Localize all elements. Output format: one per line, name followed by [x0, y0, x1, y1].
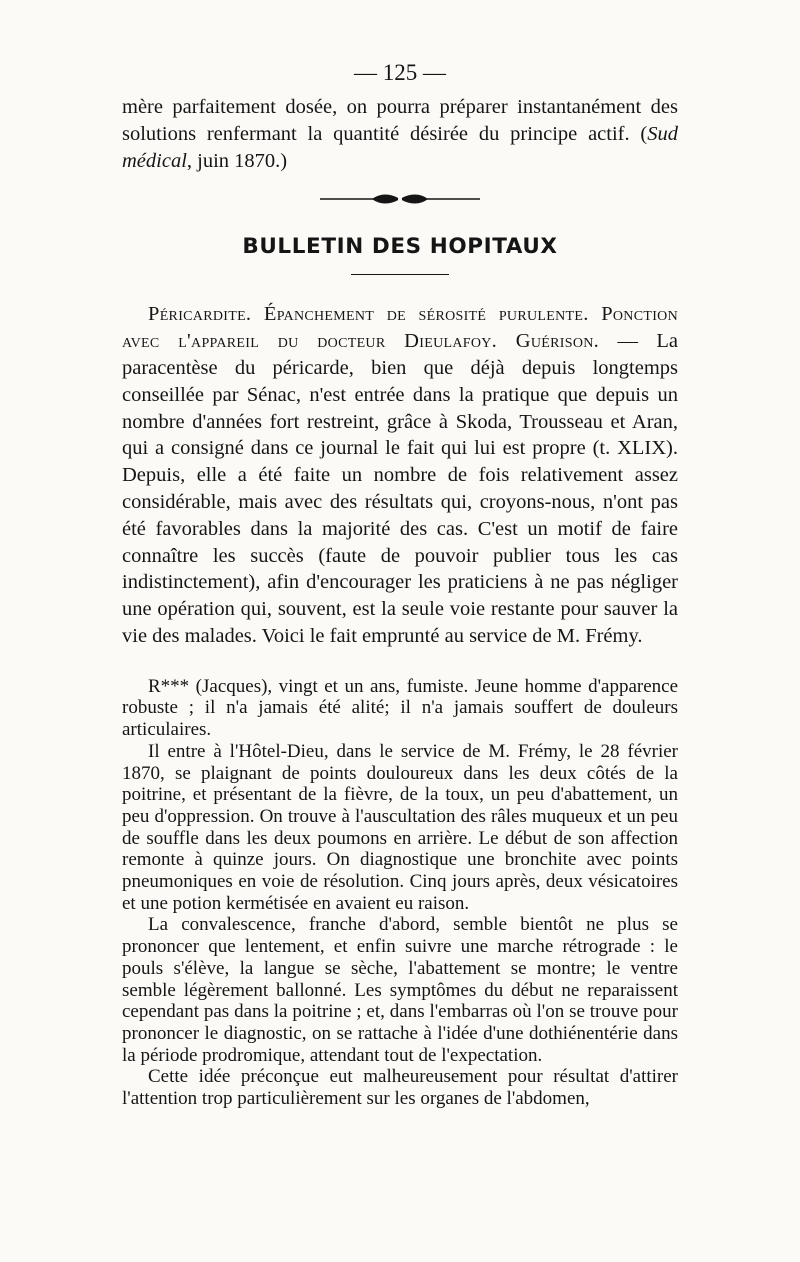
top-paragraph: [122, 94, 678, 174]
case-paragraph-1: R*** (Jacques), vingt et un ans, fumiste. Jeune homme d'apparence robuste ; il n'a jamais été alité; il n'a jamais souffert de douleurs articulaires.: [122, 675, 678, 741]
case-report: [122, 676, 678, 1110]
article-title: Péricardite. Épanchement de sérosité purulente. Ponction avec l'appareil du docteur Dieulafoy. Guérison.: [122, 303, 678, 353]
article-intro: [122, 301, 678, 649]
case-paragraph-4: Cette idée préconçue eut malheureusement pour résultat d'attirer l'attention trop particulièrement sur les organes de l'abdomen,: [122, 1066, 678, 1110]
page-number: — 125 —: [354, 60, 446, 85]
ornament-divider: [320, 192, 480, 206]
article-intro-text: — La paracentèse du péricarde, bien que déjà depuis longtemps conseillée par Sénac, n'est entrée dans la pratique que depuis un nombre d'années fort restreint, grâce à Skoda, Trousseau et Aran, qui a consigné dans ce journal le fait qui lui est propre (t. XLIX). Depuis, elle a été faite un nombre de fois relativement assez considérable, mais avec des résultats qui, croyons-nous, n'ont pas été favorables dans la majorité des cas. C'est un motif de faire connaître les succès (faute de pouvoir publier tous les cas indistinctement), afin d'encourager les praticiens à ne pas négliger une opération qui, souvent, est la seule voie restante pour sauver la vie des malades. Voici le fait emprunté au service de M. Frémy.: [122, 330, 678, 647]
case-paragraph-2: Il entre à l'Hôtel-Dieu, dans le service de M. Frémy, le 28 février 1870, se plaignant de points douloureux dans les deux côtés de la poitrine, et présentant de la fièvre, de la toux, un peu d'abattement, un peu d'oppression. On trouve à l'auscultation des râles muqueux et un peu de souffle dans les deux poumons en arrière. Le début de son affection remonte à quinze jours. On diagnostique une bronchite avec points pneumoniques en voie de résolution. Cinq jours après, deux vésicatoires et une potion kermétisée en avaient eu raison.: [122, 740, 678, 914]
case-paragraph-3: La convalescence, franche d'abord, semble bientôt ne plus se prononcer que lentement, et enfin suivre une marche rétrograde : le pouls s'élève, la langue se sèche, l'abattement se montre; le ventre semble légèrement ballonné. Les symptômes du début ne reparaissent cependant pas dans la poitrine ; et, dans l'embarras où l'on se trouve pour prononcer le diagnostic, on se rattache à l'idée d'une dothiénentérie dans la période prodromique, attendant tout de l'expectation.: [122, 914, 678, 1066]
section-title: BULLETIN DES HOPITAUX: [242, 234, 558, 260]
top-paragraph-text: mère parfaitement dosée, on pourra préparer instantanément des solutions renfermant la quantité désirée du principe actif. (: [122, 96, 678, 145]
book-page: [122, 58, 678, 1110]
source-date: , juin 1870.): [186, 149, 288, 172]
source-journal: Sud médical: [122, 122, 678, 172]
title-rule: [351, 274, 449, 275]
